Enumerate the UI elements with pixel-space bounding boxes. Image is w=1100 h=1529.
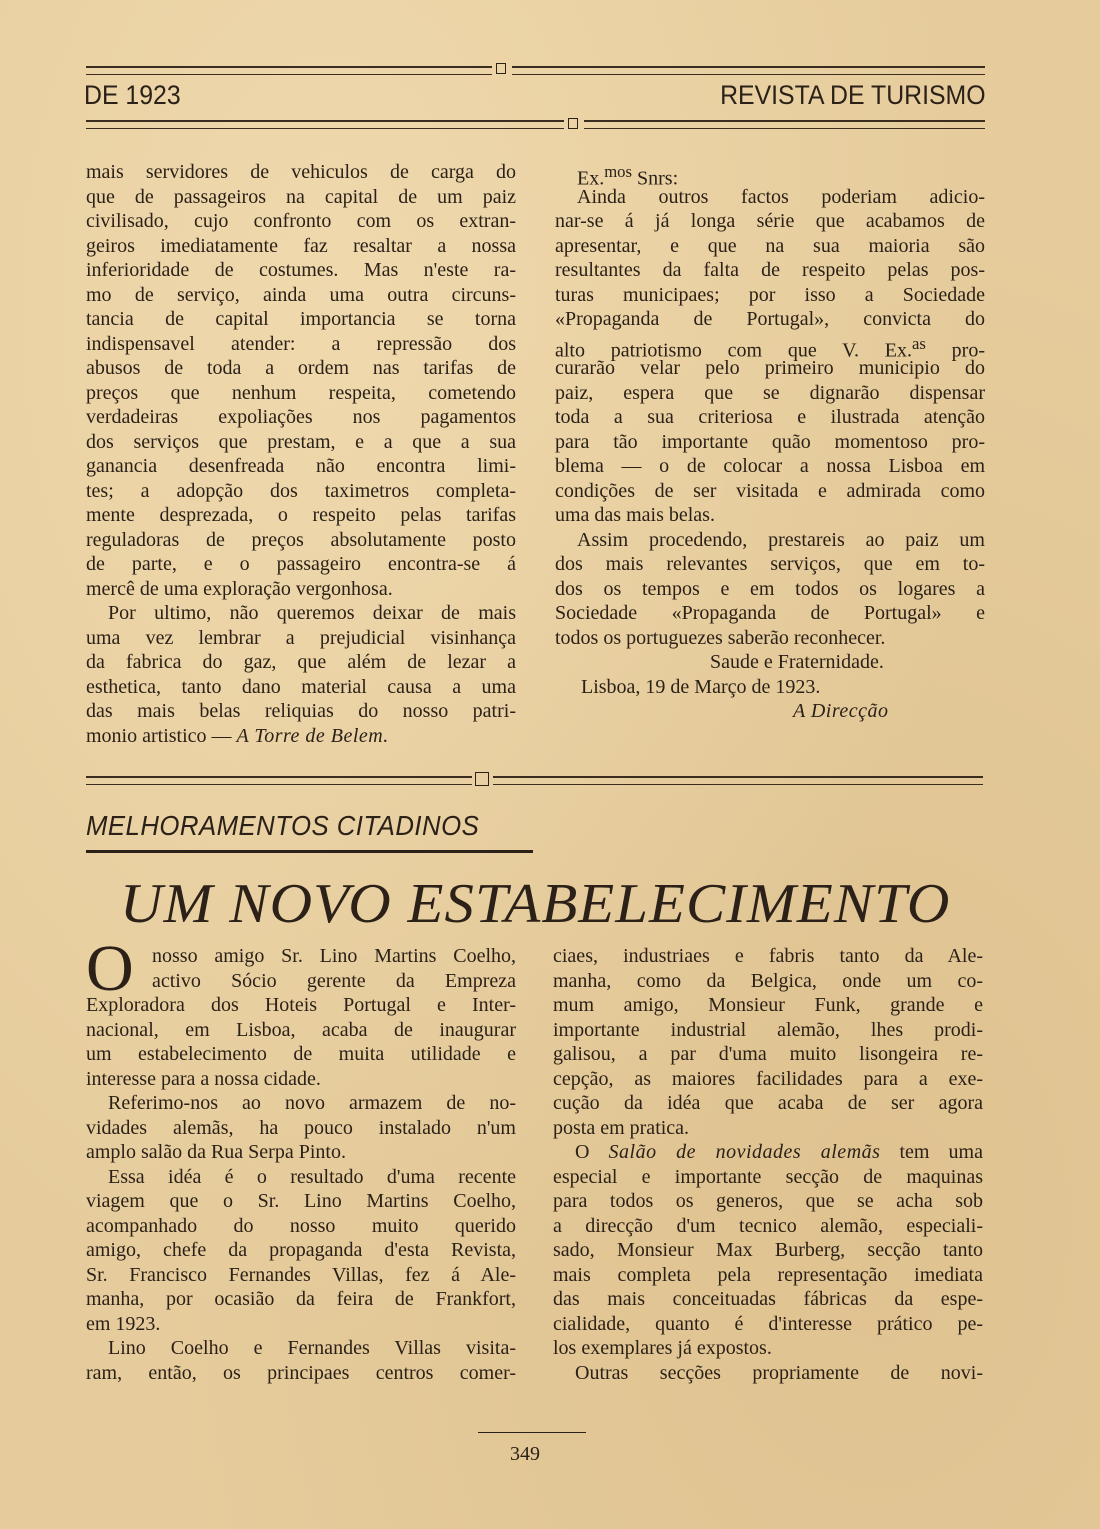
text-line xyxy=(86,356,516,381)
text-span: especial e importante secção de maquinas xyxy=(553,1165,983,1188)
text-span: pro- xyxy=(925,339,986,362)
text-line xyxy=(86,1189,516,1214)
text-line xyxy=(86,552,516,577)
text-span: O xyxy=(575,1141,609,1163)
text-line xyxy=(555,552,985,577)
text-span: Por ultimo, não queremos deixar de mais xyxy=(108,602,516,624)
text-span: a direcção d'um tecnico alemão, especiali- xyxy=(553,1214,983,1237)
text-span: das mais belas reliquias do nosso patri- xyxy=(86,700,516,722)
text-span: Ex. xyxy=(577,167,605,190)
text-span: posta em pratica. xyxy=(553,1116,690,1139)
text-line xyxy=(86,1361,516,1386)
text-span: importante industrial alemão, lhes prodi- xyxy=(553,1018,983,1041)
text-line xyxy=(555,430,985,455)
text-span: manha, por ocasião da feira de Frankfort, xyxy=(86,1288,516,1310)
ornament-boxed-square xyxy=(475,772,489,786)
text-span: amplo salão da Rua Serpa Pinto. xyxy=(86,1141,346,1163)
text-span: resultantes da falta de respeito pelas pos- xyxy=(555,259,985,281)
separator-rule-right xyxy=(493,776,983,785)
text-span: cepção, as maiores facilidades para a exe- xyxy=(553,1067,983,1090)
text-span: galisou, a par d'uma muito lisongeira re- xyxy=(553,1043,983,1065)
text-line xyxy=(86,234,516,259)
text-span: nar-se á já longa série que acabamos de xyxy=(555,210,985,232)
text-line xyxy=(555,577,985,602)
superscript: as xyxy=(912,333,926,353)
text-line xyxy=(86,209,516,234)
text-span: los exemplares já expostos. xyxy=(553,1337,772,1359)
text-line xyxy=(86,1263,516,1288)
text-span: Essa idéa é o resultado d'uma recente xyxy=(108,1165,516,1188)
text-span: activo Sócio gerente da Empreza xyxy=(152,969,516,992)
text-span: verdadeiras expoliações nos pagamentos xyxy=(86,406,516,428)
text-line xyxy=(86,160,516,185)
text-line xyxy=(555,454,985,479)
text-span: tancia de capital importancia se torna xyxy=(86,308,516,330)
text-line xyxy=(553,993,983,1018)
text-span: tem uma xyxy=(880,1141,983,1163)
text-line xyxy=(86,1067,516,1092)
text-span: monio artistico — xyxy=(86,724,237,747)
text-line xyxy=(553,1214,983,1239)
text-span: cialidade, quanto é d'interesse prático pe- xyxy=(553,1312,983,1335)
text-line xyxy=(86,381,516,406)
text-line xyxy=(108,601,516,626)
text-line xyxy=(553,1165,983,1190)
text-line xyxy=(86,1140,516,1165)
text-span: vidades alemãs, ha pouco instalado n'um xyxy=(86,1116,516,1139)
text-line xyxy=(86,577,516,602)
text-span: manha, como da Belgica, onde um co- xyxy=(553,969,983,992)
text-line xyxy=(86,430,516,455)
text-span: nosso amigo Sr. Lino Martins Coelho, xyxy=(152,945,516,967)
text-line xyxy=(553,1336,983,1361)
text-span: mais servidores de vehiculos de carga do xyxy=(86,161,516,183)
text-span: Sociedade «Propaganda de Portugal» e xyxy=(555,602,985,624)
text-span: Saude e Fraternidade. xyxy=(710,651,884,673)
text-line xyxy=(555,601,985,626)
article-column-top-left xyxy=(86,160,516,748)
text-span: mum amigo, Monsieur Funk, grande e xyxy=(553,994,983,1016)
text-line xyxy=(553,1018,983,1043)
text-span: paiz, espera que se dignarão dispensar xyxy=(555,381,985,404)
text-line xyxy=(577,160,985,190)
text-span: viagem que o Sr. Lino Martins Coelho, xyxy=(86,1190,516,1212)
text-span: ram, então, os principaes centros comer- xyxy=(86,1361,516,1384)
text-span: Ainda outros factos poderiam adicio- xyxy=(577,185,985,208)
text-span: indispensavel atender: a repressão dos xyxy=(86,332,516,355)
text-span: alto patriotismo com que V. Ex. xyxy=(555,339,913,362)
text-line xyxy=(86,1238,516,1263)
text-span: um estabelecimento de muita utilidade e xyxy=(86,1043,516,1065)
text-line xyxy=(86,307,516,332)
text-line xyxy=(555,258,985,283)
text-line xyxy=(86,993,516,1018)
text-line xyxy=(86,283,516,308)
text-line xyxy=(555,209,985,234)
text-line xyxy=(553,1312,983,1337)
text-line xyxy=(86,626,516,651)
text-line xyxy=(86,1018,516,1043)
text-line xyxy=(555,626,985,651)
text-line xyxy=(86,1312,516,1337)
text-line xyxy=(575,1140,983,1165)
text-span: condições de ser visitada e admirada como xyxy=(555,479,985,502)
text-span: acompanhado do nosso muito querido xyxy=(86,1214,516,1237)
text-line xyxy=(86,405,516,430)
text-span: dos mais relevantes serviços, que em to- xyxy=(555,553,985,575)
text-span: mo de serviço, ainda uma outra circuns- xyxy=(86,283,516,306)
text-line xyxy=(555,234,985,259)
text-line xyxy=(553,1287,983,1312)
text-line xyxy=(581,675,985,700)
text-span: que de passageiros na capital de um paiz xyxy=(86,185,516,208)
text-line xyxy=(86,185,516,210)
text-span: reguladoras de preços absolutamente posto xyxy=(86,528,516,551)
text-span: das mais conceituadas fábricas da espe- xyxy=(553,1288,983,1310)
text-line xyxy=(553,1067,983,1092)
text-span: apresentar, e que na sua maioria são xyxy=(555,234,985,257)
text-span: abusos de toda a ordem nas tarifas de xyxy=(86,357,516,379)
text-span: Referimo-nos ao novo armazem de no- xyxy=(108,1092,516,1114)
text-span: Snrs: xyxy=(632,167,679,190)
text-line xyxy=(86,675,516,700)
page-number: 349 xyxy=(510,1443,540,1465)
text-span: ganancia desenfreada não encontra limi- xyxy=(86,455,516,477)
text-span: de parte, e o passageiro encontra-se á xyxy=(86,553,516,575)
text-span: blema — o de colocar a nossa Lisboa em xyxy=(555,455,985,477)
header-rule-bottom-left xyxy=(86,120,564,129)
superscript: mos xyxy=(604,162,632,181)
section-heading: MELHORAMENTOS CITADINOS xyxy=(86,810,480,841)
ornament-square xyxy=(496,63,506,74)
italic-span: Salão de novidades alemãs xyxy=(608,1141,881,1163)
text-span: para todos os generos, que se acha sob xyxy=(553,1190,983,1212)
text-span: Sr. Francisco Fernandes Villas, fez á Ale- xyxy=(86,1263,516,1286)
text-span: para tão importante quão momentoso pro- xyxy=(555,430,985,453)
text-line xyxy=(553,944,983,969)
text-line xyxy=(710,650,985,675)
text-line xyxy=(86,724,516,749)
text-span: todos os portuguezes saberão reconhecer. xyxy=(555,626,886,649)
drop-cap: O xyxy=(86,932,134,1005)
text-line xyxy=(555,356,985,381)
text-span: Lisboa, 19 de Março de 1923. xyxy=(581,675,821,698)
text-span: interesse para a nossa cidade. xyxy=(86,1067,321,1090)
text-span: turas municipaes; por isso a Sociedade xyxy=(555,283,985,306)
separator-rule-left xyxy=(86,776,472,785)
text-line xyxy=(86,503,516,528)
text-line xyxy=(553,1091,983,1116)
text-line xyxy=(555,283,985,308)
text-line xyxy=(553,1238,983,1263)
text-span: esthetica, tanto dano material causa a uma xyxy=(86,675,516,698)
text-span: dos os tempos e em todos os logares a xyxy=(555,577,985,600)
text-span: mente desprezada, o respeito pelas tarifas xyxy=(86,504,516,526)
text-line xyxy=(793,699,985,724)
text-span: ciaes, industriaes e fabris tanto da Ale- xyxy=(553,945,983,967)
header-rule-bottom-right xyxy=(584,120,985,129)
text-line xyxy=(108,1165,516,1190)
text-line xyxy=(575,1361,983,1386)
text-line xyxy=(555,381,985,406)
text-span: «Propaganda de Portugal», convicta do xyxy=(555,308,985,330)
footer-rule xyxy=(478,1432,586,1433)
text-line xyxy=(86,1287,516,1312)
text-line xyxy=(555,307,985,332)
text-span: nacional, em Lisboa, acaba de inaugurar xyxy=(86,1018,516,1041)
text-span: mais completa pela representação imediata xyxy=(553,1263,983,1286)
text-line xyxy=(553,969,983,994)
text-span: Assim procedendo, prestareis ao paiz um xyxy=(577,528,985,551)
text-span: Exploradora dos Hoteis Portugal e Inter- xyxy=(86,994,516,1016)
text-span: dos serviços que prestam, e a que a sua xyxy=(86,430,516,453)
header-date: DE 1923 xyxy=(84,80,181,110)
text-span: curarão velar pelo primeiro municipio do xyxy=(555,357,985,379)
text-span: cução da idéa que acaba de ser agora xyxy=(553,1092,983,1114)
text-span: toda a sua criteriosa e ilustrada atenção xyxy=(555,406,985,428)
text-line xyxy=(86,650,516,675)
text-span: tes; a adopção dos taximetros completa- xyxy=(86,479,516,502)
header-rule-top-left xyxy=(86,66,492,75)
text-line xyxy=(555,503,985,528)
text-line xyxy=(152,944,516,969)
text-line xyxy=(86,258,516,283)
text-line xyxy=(86,479,516,504)
text-line xyxy=(577,185,985,210)
ornament-square xyxy=(568,118,578,129)
text-line xyxy=(553,1189,983,1214)
text-span: sado, Monsieur Max Burberg, secção tanto xyxy=(553,1239,983,1261)
article-column-top-right xyxy=(555,160,985,724)
text-line xyxy=(86,1214,516,1239)
text-line xyxy=(86,454,516,479)
text-span: uma das mais belas. xyxy=(555,504,715,526)
text-line xyxy=(553,1116,983,1141)
text-line xyxy=(86,332,516,357)
italic-span: A Direcção xyxy=(793,700,889,722)
text-line xyxy=(553,1263,983,1288)
section-underline xyxy=(86,850,533,853)
text-line xyxy=(86,1116,516,1141)
text-span: mercê de uma exploração vergonhosa. xyxy=(86,577,393,600)
text-line xyxy=(577,528,985,553)
text-line xyxy=(553,1042,983,1067)
text-span: Lino Coelho e Fernandes Villas visita- xyxy=(108,1337,516,1359)
text-span: amigo, chefe da propaganda d'esta Revista, xyxy=(86,1239,516,1261)
text-line xyxy=(108,1091,516,1116)
text-span: da fabrica do gaz, que além de lezar a xyxy=(86,651,516,673)
text-span: Outras secções propriamente de novi- xyxy=(575,1361,983,1384)
article-title: UM NOVO ESTABELECIMENTO xyxy=(120,873,951,935)
text-span: civilisado, cujo confronto com os extran- xyxy=(86,210,516,232)
header-magazine-title: REVISTA DE TURISMO xyxy=(720,80,986,110)
text-line xyxy=(86,528,516,553)
text-line xyxy=(86,699,516,724)
text-span: uma vez lembrar a prejudicial visinhança xyxy=(86,626,516,649)
header-rule-top-right xyxy=(512,66,985,75)
article-column-bottom-left xyxy=(86,932,516,1385)
text-span: preços que nenhum respeita, cometendo xyxy=(86,381,516,404)
text-line xyxy=(555,479,985,504)
article-column-bottom-right xyxy=(553,944,983,1385)
text-line xyxy=(86,1042,516,1067)
text-line xyxy=(555,332,986,362)
text-span: geiros imediatamente faz resaltar a nossa xyxy=(86,234,516,257)
text-span: em 1923. xyxy=(86,1312,161,1335)
italic-span: A Torre de Belem. xyxy=(236,724,389,747)
text-line xyxy=(152,969,516,994)
text-line xyxy=(555,405,985,430)
text-span: inferioridade de costumes. Mas n'este ra- xyxy=(86,259,516,281)
text-line xyxy=(108,1336,516,1361)
